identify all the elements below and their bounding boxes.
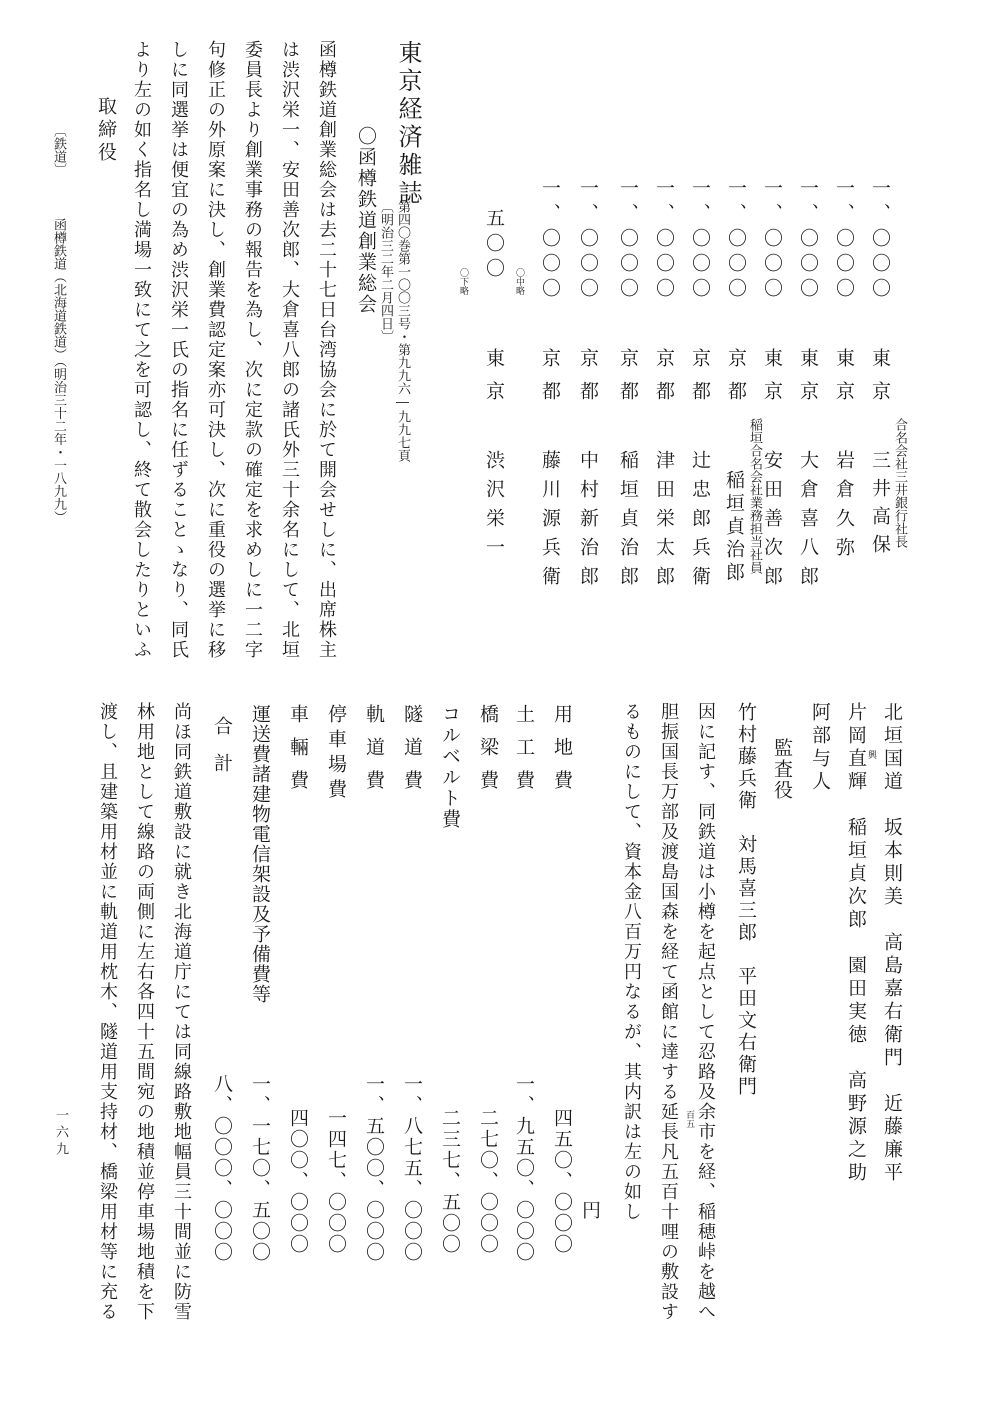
amount: 一、〇〇〇 — [617, 178, 639, 303]
cost-item: 隧道費 — [401, 704, 423, 803]
cost-item: 橋梁費 — [477, 704, 499, 803]
cost-item: 車輛費 — [287, 704, 309, 803]
amount: 一、〇〇〇 — [869, 178, 891, 303]
director-annotation: 興 — [866, 750, 876, 759]
cost-item: 土工費 — [513, 704, 535, 803]
shareholder-name: 三井高保 — [869, 450, 891, 562]
auditors-heading: 監査役 — [771, 738, 793, 801]
body-line: より左の如く指名し満場一致にて之を可認し、終て散会したりといふ — [131, 40, 152, 660]
cost-amount: 二七〇、〇〇〇 — [477, 1108, 499, 1255]
place: 東京 — [761, 348, 783, 414]
text-line: 渡し、且建築用材並に軌道用枕木、隧道用支持材、橋梁用材等に充る — [97, 702, 118, 1322]
source-title: 東京経済雑誌 — [394, 40, 422, 208]
shareholder-name: 辻忠郎兵衛 — [689, 450, 711, 595]
shareholder-title: 稲垣合名会社業務担当社員 — [747, 418, 762, 574]
cost-amount: 一、一七〇、五〇〇 — [249, 1074, 271, 1263]
amount: 一、〇〇〇 — [797, 178, 819, 303]
amount: 一、〇〇〇 — [689, 178, 711, 303]
cost-amount: 一、五〇〇、〇〇〇 — [363, 1074, 385, 1263]
place: 京都 — [539, 348, 561, 414]
place: 東京 — [483, 348, 505, 414]
director-line: 阿部与人 — [809, 702, 831, 794]
shareholder-name: 大倉喜八郎 — [797, 450, 819, 595]
amount: 一、〇〇〇 — [539, 178, 561, 303]
cost-amount: 八、〇〇〇、〇〇〇 — [211, 1074, 233, 1263]
shareholder-name: 岩倉久弥 — [833, 450, 855, 566]
cost-item: 軌道費 — [363, 704, 385, 803]
place: 京都 — [577, 348, 599, 414]
omission-note: 〇中略 — [514, 268, 524, 295]
article-title: 〇函樽鉄道創業総会 — [355, 126, 377, 315]
running-head-category: 〔鉄道〕 — [51, 124, 66, 176]
text-line: 因に記す、同鉄道は小樽を起点として忍路及余市を経、稲穂峠を越へ — [695, 702, 716, 1322]
running-head-title: 函樽鉄道（北海道鉄道）（明治三十二年・一八九九） — [51, 218, 66, 524]
place: 東京 — [797, 348, 819, 414]
place: 京都 — [725, 348, 747, 414]
body-line: しに同選挙は便宜の為め渋沢栄一氏の指名に任ずることゝなり、同氏 — [168, 40, 189, 660]
shareholder-name: 中村新治郎 — [577, 450, 599, 595]
cost-amount: 二三七、五〇〇 — [439, 1108, 461, 1255]
text-line: 胆振国長万部及渡島国森を経て函館に達する延長凡五百十哩の敷設す — [658, 702, 679, 1322]
amount: 一、〇〇〇 — [653, 178, 675, 303]
amount: 一、〇〇〇 — [833, 178, 855, 303]
shareholder-name: 稲垣貞治郎 — [617, 450, 639, 595]
shareholder-name: 藤川源兵衛 — [539, 450, 561, 595]
shareholder-title: 合名会社三井銀行社長 — [892, 418, 907, 548]
place: 東京 — [869, 348, 891, 414]
cost-amount: 四五〇、〇〇〇 — [551, 1108, 573, 1255]
place: 京都 — [617, 348, 639, 414]
source-volume: 第四〇巻第一〇〇三号・第九九六―九九七頁 — [395, 200, 410, 462]
omission-note: 〇下略 — [458, 268, 468, 295]
shareholder-name: 渋沢栄一 — [483, 450, 505, 566]
shareholder-name: 安田善次郎 — [761, 450, 783, 595]
place: 京都 — [689, 348, 711, 414]
amount: 一、〇〇〇 — [761, 178, 783, 303]
cost-item: 停車場費 — [325, 704, 347, 804]
director-line: 北垣国道 坂本則美 高島嘉右衛門 近藤廉平 — [881, 702, 903, 1185]
source-date: 〔明治三二年二月四日〕 — [378, 200, 393, 343]
cost-item: 運送費諸建物電信架設及予備費等 — [249, 704, 271, 1004]
amount: 一、〇〇〇 — [577, 178, 599, 303]
cost-amount: 一、八七五、〇〇〇 — [401, 1074, 423, 1263]
currency-unit: 円 — [579, 1200, 601, 1219]
body-line: 函樽鉄道創業総会は去二十七日台湾協会に於て開会せしに、出席株主 — [316, 40, 337, 660]
text-line: 尚ほ同鉄道敷設に就き北海道庁にては同線路敷地幅員三十間並に防雪 — [171, 702, 192, 1322]
place: 東京 — [833, 348, 855, 414]
text-line: 林用地として線路の両側に左右各四十五間宛の地積並停車場地積を下 — [134, 702, 155, 1322]
auditors-list: 竹村藤兵衛 対馬喜三郎 平田文右衛門 — [735, 702, 757, 1098]
body-line: 句修正の外原案に決し、創業費認定案亦可決し、次に重役の選挙に移 — [205, 40, 226, 660]
text-annotation: 百五 — [684, 1110, 694, 1128]
directors-heading: 取締役 — [95, 96, 117, 165]
text-line: るものにして、資本金八百万円なるが、其内訳は左の如し — [621, 702, 642, 1222]
amount: 五〇〇 — [483, 208, 505, 283]
body-line: 委員長より創業事務の報告を為し、次に定款の確定を求めしに一二字 — [242, 40, 263, 660]
cost-item: コルベルト費 — [439, 704, 461, 830]
amount: 一、〇〇〇 — [725, 178, 747, 303]
cost-amount: 一、九五〇、〇〇〇 — [513, 1074, 535, 1263]
body-line: は渋沢栄一、安田善次郎、大倉喜八郎の諸氏外三十余名にして、北垣 — [279, 40, 300, 660]
director-line: 片岡直輝 稲垣貞次郎 園田実徳 高野源之助 — [845, 702, 867, 1185]
cost-amount: 四〇〇、〇〇〇 — [287, 1108, 309, 1255]
place: 京都 — [653, 348, 675, 414]
shareholder-name: 津田栄太郎 — [653, 450, 675, 595]
shareholder-name: 稲垣貞治郎 — [723, 470, 745, 585]
page-number: 一六九 — [53, 1108, 68, 1159]
cost-item: 用地費 — [551, 704, 573, 803]
cost-amount: 一四七、〇〇〇 — [325, 1108, 347, 1255]
cost-item: 合計 — [211, 716, 233, 790]
